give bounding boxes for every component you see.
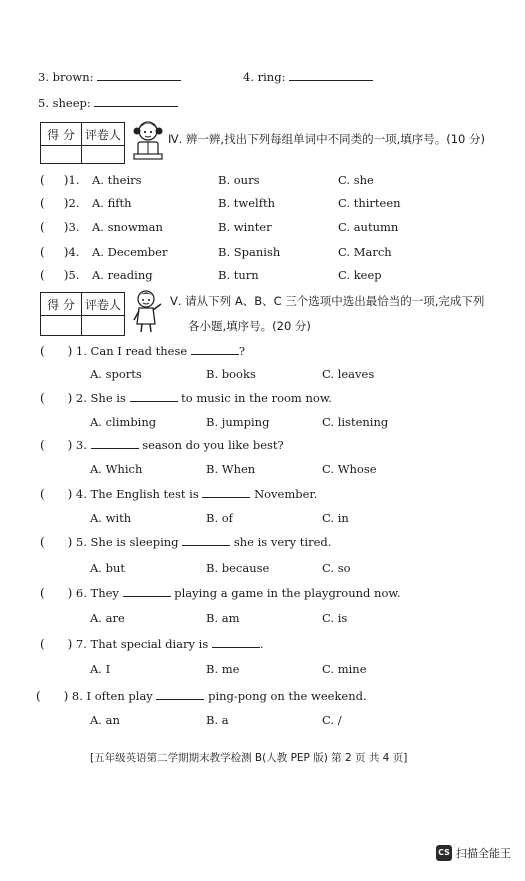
- grader-header: 评卷人: [84, 127, 121, 142]
- option-b: B. Spanish: [218, 245, 281, 259]
- question-row: [40, 173, 79, 187]
- answer-blank[interactable]: [212, 647, 260, 648]
- answer-paren[interactable]: ( ): [36, 689, 69, 703]
- option-c: C. in: [322, 511, 349, 525]
- question-number: 1.: [68, 173, 80, 187]
- question-row: [40, 344, 245, 358]
- boy-pointing-icon: [128, 288, 164, 334]
- option-c: C. keep: [338, 268, 382, 282]
- page-footer: [五年级英语第二学期期末教学检测 B(人教 PEP 版) 第 2 页 共 4 页]: [90, 752, 408, 764]
- answer-paren[interactable]: ( ): [40, 173, 69, 187]
- question-row: [40, 586, 401, 600]
- question-row: [40, 487, 317, 501]
- vocab-item-ring: [243, 70, 373, 84]
- girl-reading-icon: [130, 118, 166, 162]
- option-b: B. a: [206, 713, 229, 727]
- answer-paren[interactable]: ( ): [40, 391, 73, 405]
- question-tail: playing a game in the playground now.: [174, 586, 401, 600]
- question-stem: 5. She is sleeping: [75, 535, 179, 549]
- question-tail: .: [259, 637, 264, 651]
- question-tail: November.: [254, 487, 318, 501]
- question-row: [40, 245, 79, 259]
- vocab-item-brown: [38, 70, 181, 84]
- option-b: B. am: [206, 611, 240, 625]
- question-row: [40, 220, 79, 234]
- question-row: [36, 689, 367, 703]
- question-number: 4.: [68, 245, 80, 259]
- answer-blank[interactable]: [91, 448, 139, 449]
- question-stem: 2. She is: [75, 391, 126, 405]
- option-a: A. snowman: [92, 220, 163, 234]
- option-c: C. listening: [322, 415, 389, 429]
- answer-blank[interactable]: [202, 497, 250, 498]
- answer-paren[interactable]: ( ): [40, 268, 69, 282]
- answer-paren[interactable]: ( ): [40, 196, 69, 210]
- option-a: A. are: [90, 611, 125, 625]
- option-b: B. jumping: [206, 415, 270, 429]
- option-c: C. leaves: [322, 367, 375, 381]
- vocab-label: 5. sheep:: [38, 96, 91, 110]
- option-a: A. December: [92, 245, 168, 259]
- option-b: B. twelfth: [218, 196, 275, 210]
- answer-blank[interactable]: [289, 80, 373, 81]
- score-box-section4: [40, 122, 125, 164]
- option-a: A. but: [90, 561, 126, 575]
- option-a: A. reading: [92, 268, 153, 282]
- option-c: C. she: [338, 173, 374, 187]
- question-number: 5.: [68, 268, 80, 282]
- option-c: C. mine: [322, 662, 367, 676]
- vocab-item-sheep: [38, 96, 178, 110]
- option-b: B. winter: [218, 220, 272, 234]
- vocab-label: 3. brown:: [38, 70, 94, 84]
- option-b: B. because: [206, 561, 270, 575]
- section4-title: Ⅳ. 辨一辨,找出下列每组单词中不同类的一项,填序号。(10 分): [168, 132, 485, 146]
- score-box-section5: [40, 292, 125, 336]
- question-stem: 1. Can I read these: [75, 344, 188, 358]
- answer-paren[interactable]: ( ): [40, 487, 73, 501]
- question-number: 3.: [68, 220, 80, 234]
- answer-paren[interactable]: ( ): [40, 344, 73, 358]
- option-a: A. sports: [90, 367, 142, 381]
- scanner-badge: [436, 845, 511, 861]
- question-row: [40, 196, 79, 210]
- answer-blank[interactable]: [156, 699, 204, 700]
- option-b: B. ours: [218, 173, 260, 187]
- answer-paren[interactable]: ( ): [40, 586, 73, 600]
- option-a: A. an: [90, 713, 120, 727]
- section5-title-line2: 各小题,填序号。(20 分): [188, 319, 311, 333]
- option-a: A. fifth: [92, 196, 132, 210]
- option-b: B. When: [206, 462, 256, 476]
- question-tail: ?: [238, 344, 245, 358]
- question-number: 2.: [68, 196, 80, 210]
- option-a: A. climbing: [90, 415, 157, 429]
- answer-blank[interactable]: [123, 596, 171, 597]
- answer-blank[interactable]: [97, 80, 181, 81]
- option-a: A. theirs: [92, 173, 142, 187]
- question-stem: 4. The English test is: [75, 487, 199, 501]
- option-c: C. is: [322, 611, 348, 625]
- answer-paren[interactable]: ( ): [40, 438, 73, 452]
- question-row: [40, 438, 284, 452]
- answer-paren[interactable]: ( ): [40, 637, 73, 651]
- answer-blank[interactable]: [182, 545, 230, 546]
- grader-header: 评卷人: [84, 297, 121, 312]
- option-c: C. autumn: [338, 220, 399, 234]
- vocab-label: 4. ring:: [243, 70, 286, 84]
- answer-blank[interactable]: [191, 354, 239, 355]
- question-tail: season do you like best?: [142, 438, 284, 452]
- scanner-text: 扫描全能王: [456, 847, 511, 860]
- section5-title-line1: Ⅴ. 请从下列 A、B、C 三个选项中选出最恰当的一项,完成下列: [170, 294, 485, 308]
- question-stem: 7. That special diary is: [75, 637, 209, 651]
- score-header: 得 分: [47, 127, 75, 142]
- question-row: [40, 391, 332, 405]
- option-c: C. /: [322, 713, 342, 727]
- option-a: A. I: [90, 662, 111, 676]
- option-a: A. Which: [90, 462, 143, 476]
- option-b: B. me: [206, 662, 240, 676]
- question-row: [40, 637, 264, 651]
- option-c: C. Whose: [322, 462, 377, 476]
- answer-paren[interactable]: ( ): [40, 245, 69, 259]
- question-row: [40, 268, 79, 282]
- option-c: C. so: [322, 561, 351, 575]
- option-b: B. of: [206, 511, 233, 525]
- option-c: C. March: [338, 245, 392, 259]
- answer-paren[interactable]: ( ): [40, 220, 69, 234]
- option-b: B. books: [206, 367, 256, 381]
- answer-paren[interactable]: ( ): [40, 535, 73, 549]
- option-a: A. with: [90, 511, 132, 525]
- question-row: [40, 535, 331, 549]
- score-header: 得 分: [47, 297, 75, 312]
- question-tail: ping-pong on the weekend.: [208, 689, 367, 703]
- option-c: C. thirteen: [338, 196, 401, 210]
- answer-blank[interactable]: [130, 401, 178, 402]
- question-tail: to music in the room now.: [181, 391, 332, 405]
- question-tail: she is very tired.: [233, 535, 332, 549]
- scanner-logo: CS: [436, 845, 452, 861]
- question-stem: 6. They: [75, 586, 119, 600]
- option-b: B. turn: [218, 268, 259, 282]
- answer-blank[interactable]: [94, 106, 178, 107]
- question-stem: 3.: [75, 438, 87, 452]
- question-stem: 8. I often play: [71, 689, 153, 703]
